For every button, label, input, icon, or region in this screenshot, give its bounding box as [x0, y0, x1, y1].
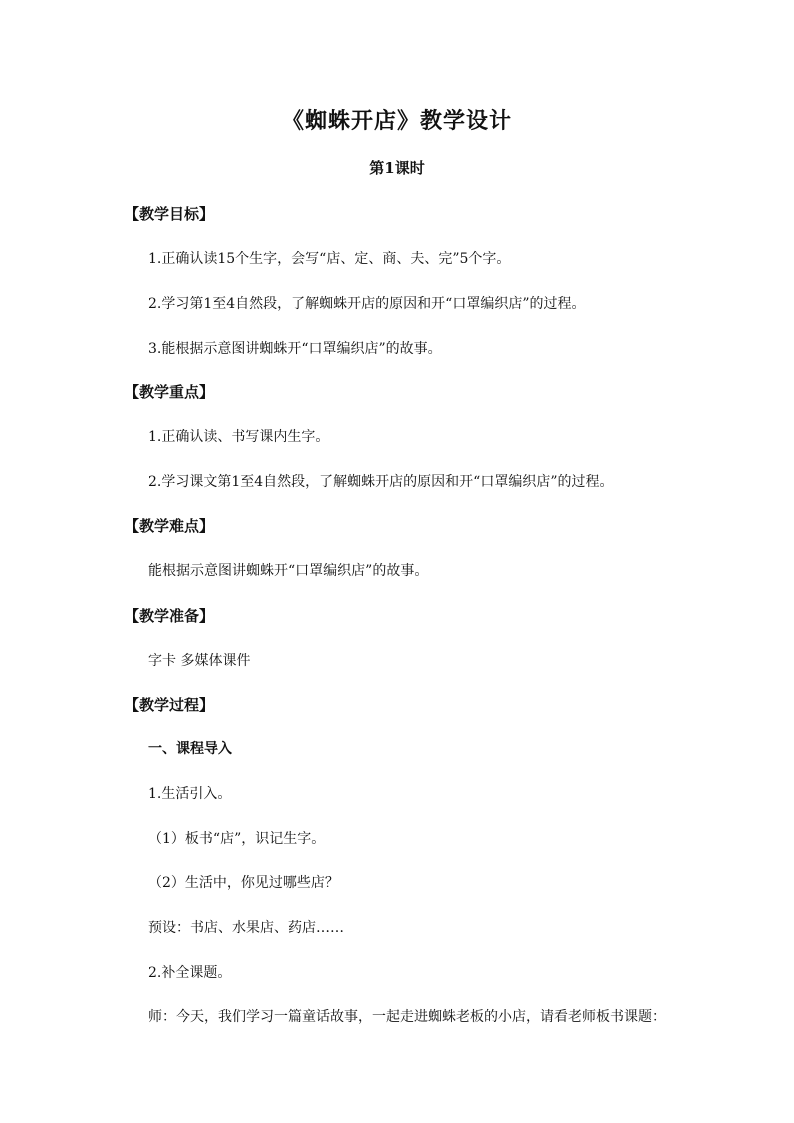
preparation-item-1: 字卡 多媒体课件 [148, 653, 251, 669]
key-point-item-2: 2.学习课文第1至4自然段，了解蜘蛛开店的原因和开“口罩编织店”的过程。 [148, 474, 614, 490]
section-heading-goals: 【教学目标】 [124, 205, 215, 223]
goal-item-1: 1.正确认读15个生字，会写“店、定、商、夫、完”5个字。 [148, 251, 511, 267]
process-item-3: （2）生活中，你见过哪些店？ [148, 875, 339, 891]
section-heading-key-points: 【教学重点】 [124, 383, 215, 401]
document-subtitle: 第1课时 [369, 159, 425, 177]
process-subheading: 一、课程导入 [148, 741, 232, 757]
goal-item-2: 2.学习第1至4自然段，了解蜘蛛开店的原因和开“口罩编织店”的过程。 [148, 296, 586, 312]
process-item-6: 师：今天，我们学习一篇童话故事，一起走进蜘蛛老板的小店，请看老师板书课题： [148, 1009, 666, 1025]
section-heading-process: 【教学过程】 [124, 696, 215, 714]
key-point-item-1: 1.正确认读、书写课内生字。 [148, 429, 330, 445]
difficulty-item-1: 能根据示意图讲蜘蛛开“口罩编织店”的故事。 [148, 563, 429, 579]
process-item-1: 1.生活引入。 [148, 786, 232, 802]
document-title: 《蜘蛛开店》教学设计 [281, 108, 512, 134]
section-heading-difficulties: 【教学难点】 [124, 517, 215, 535]
process-item-2: （1）板书“店”，识记生字。 [148, 831, 326, 847]
process-item-4: 预设：书店、水果店、药店…… [148, 920, 344, 936]
process-item-5: 2.补全课题。 [148, 965, 232, 981]
section-heading-preparation: 【教学准备】 [124, 607, 215, 625]
goal-item-3: 3.能根据示意图讲蜘蛛开“口罩编织店”的故事。 [148, 341, 442, 357]
